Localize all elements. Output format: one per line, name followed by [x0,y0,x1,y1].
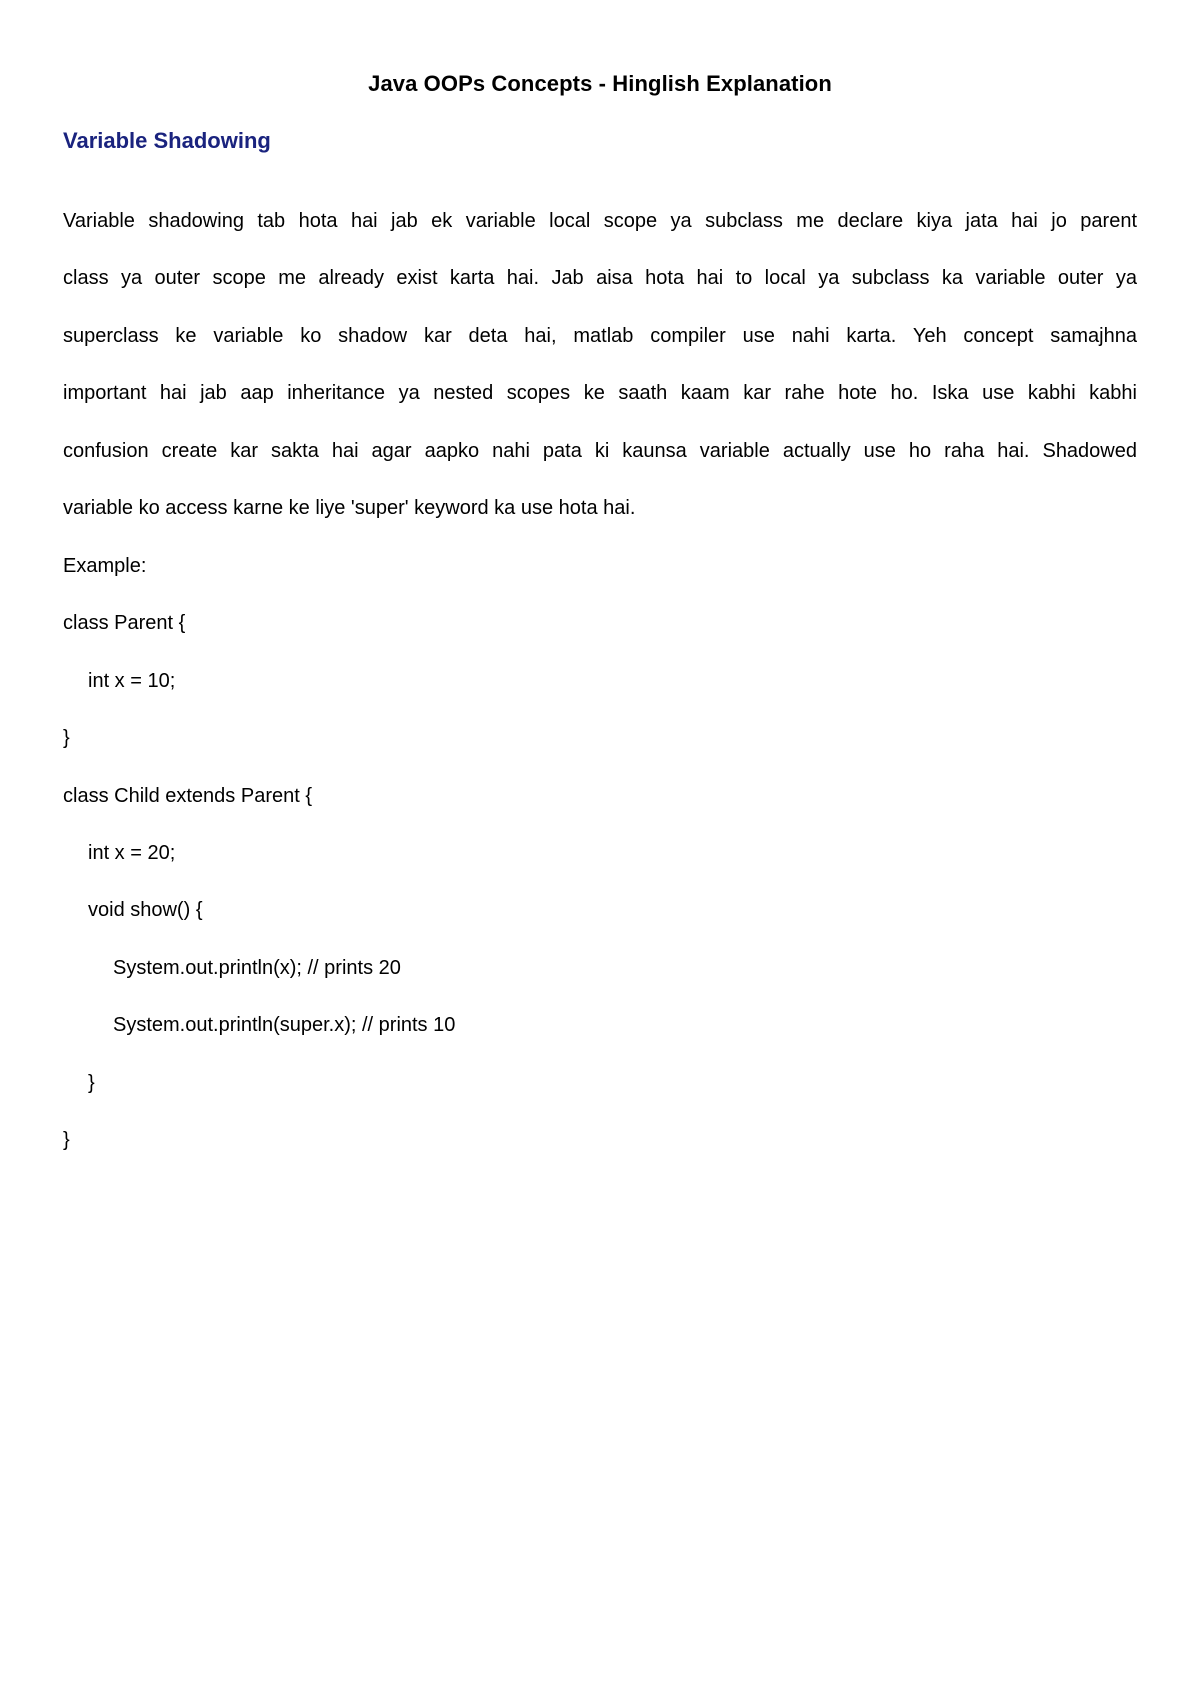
code-line: class Child extends Parent { [63,784,313,807]
code-line: class Parent { [63,612,186,635]
document-title: Java OOPs Concepts - Hinglish Explanation [368,71,832,96]
paragraph-line: Variable shadowing tab hota hai jab ek variable local scope ya subclass me declare kiya jata hai jo parent [63,210,1137,232]
code-line: System.out.println(x); // prints 20 [113,956,401,979]
code-line: void show() { [88,899,203,922]
paragraph-line: important hai jab aap inheritance ya nested scopes ke saath kaam kar rahe hote ho. Iska use kabhi kabhi [63,382,1137,405]
code-line: } [88,1071,95,1094]
paragraph-line: confusion create kar sakta hai agar aapko nahi pata ki kaunsa variable actually use ho raha hai. Shadowed [63,439,1137,462]
example-block [63,538,455,1169]
paragraph-line: class ya outer scope me already exist karta hai. Jab aisa hota hai to local ya subclass ka variable outer ya [63,267,1137,290]
code-line: int x = 20; [88,841,176,864]
code-line: } [63,1128,70,1151]
paragraph-line: variable ko access karne ke liye 'super' keyword ka use hota hai. [63,497,636,520]
code-line: } [63,727,70,750]
code-line: int x = 10; [88,669,176,692]
paragraph-line: superclass ke variable ko shadow kar deta hai, matlab compiler use nahi karta. Yeh concept samajhna [63,324,1137,347]
code-line: System.out.println(super.x); // prints 10 [113,1014,456,1037]
section-heading: Variable Shadowing [63,128,271,153]
example-label: Example: [63,555,147,577]
body-paragraph [63,193,1137,537]
